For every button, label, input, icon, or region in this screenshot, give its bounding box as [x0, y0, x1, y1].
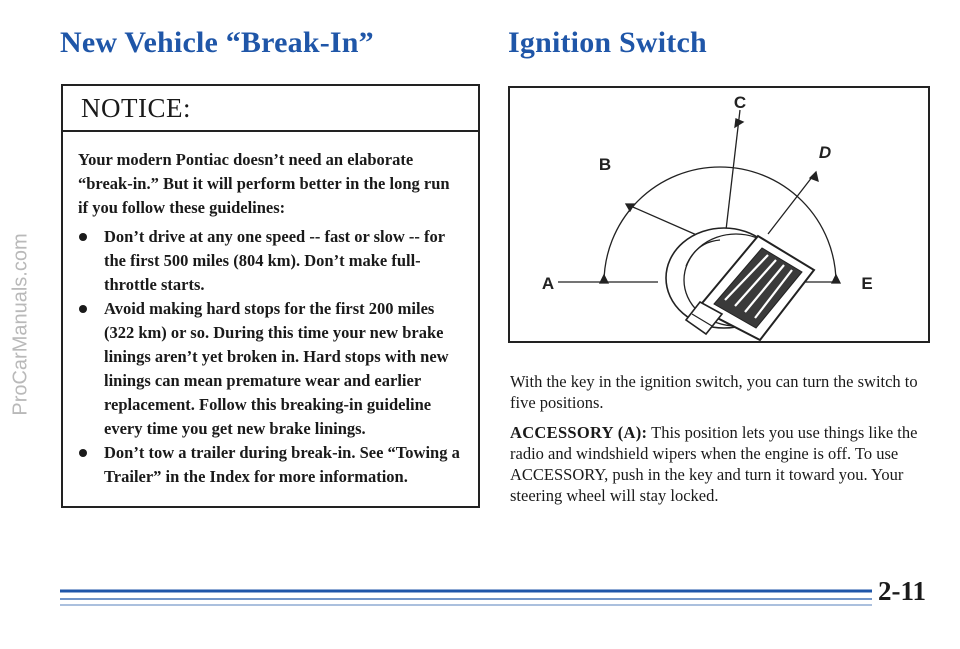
accessory-paragraph	[510, 422, 930, 506]
accessory-term: ACCESSORY (A):	[510, 423, 648, 442]
notice-intro: Your modern Pontiac doesn’t need an elaborate “break-in.” But it will perform better in the long run if you follow these guidelines:	[78, 150, 450, 217]
ignition-diagram	[510, 88, 928, 341]
notice-box	[61, 84, 480, 508]
arrow-e-icon	[832, 275, 840, 283]
arrow-a-icon	[600, 275, 608, 283]
pointer-line-b	[626, 204, 699, 236]
watermark-text: ProCarManuals.com	[9, 233, 32, 416]
arrow-c-icon	[735, 119, 743, 127]
footer-rules	[60, 586, 880, 616]
section-heading-break-in: New Vehicle “Break-In”	[60, 26, 374, 59]
watermark	[6, 0, 36, 649]
position-label-b: B	[598, 155, 612, 174]
list-item	[78, 297, 462, 441]
position-label-e: E	[861, 274, 873, 293]
notice-title: NOTICE:	[63, 86, 478, 132]
list-item	[78, 441, 462, 489]
position-label-a: A	[541, 274, 555, 293]
list-item-text: Avoid making hard stops for the first 200 miles (322 km) or so. During this time your new brake linings aren’t yet broken in. Hard stops with new linings can mean premature wear and earlier replacement. Follow this breaking-in guideline every time you get new brake linings.	[104, 299, 449, 438]
bullet-icon	[79, 449, 87, 457]
bullet-icon	[79, 305, 87, 313]
notice-body	[63, 132, 478, 489]
ignition-switch-figure	[508, 86, 930, 343]
list-item-text: Don’t tow a trailer during break-in. See “Towing a Trailer” in the Index for more information.	[104, 443, 460, 486]
position-label-d: D	[818, 143, 832, 162]
accessory-text: This position lets you use things like the radio and windshield wipers when the engine is off. To use ACCESSORY, push in the key and turn it toward you. Your steering wheel will stay locked.	[510, 423, 918, 505]
list-item-text: Don’t drive at any one speed -- fast or slow -- for the first 500 miles (804 km). Don’t make full-throttle starts.	[104, 227, 445, 294]
bullet-icon	[79, 233, 87, 241]
intro-paragraph: With the key in the ignition switch, you can turn the switch to five positions.	[510, 372, 918, 412]
section-heading-ignition-switch: Ignition Switch	[508, 26, 707, 59]
notice-list	[78, 225, 462, 489]
position-label-c: C	[733, 93, 747, 112]
list-item	[78, 225, 462, 297]
arrow-d-icon	[810, 172, 818, 181]
pointer-line-c	[726, 110, 740, 230]
page-number: 2-11	[877, 576, 926, 606]
ignition-description	[510, 371, 930, 515]
